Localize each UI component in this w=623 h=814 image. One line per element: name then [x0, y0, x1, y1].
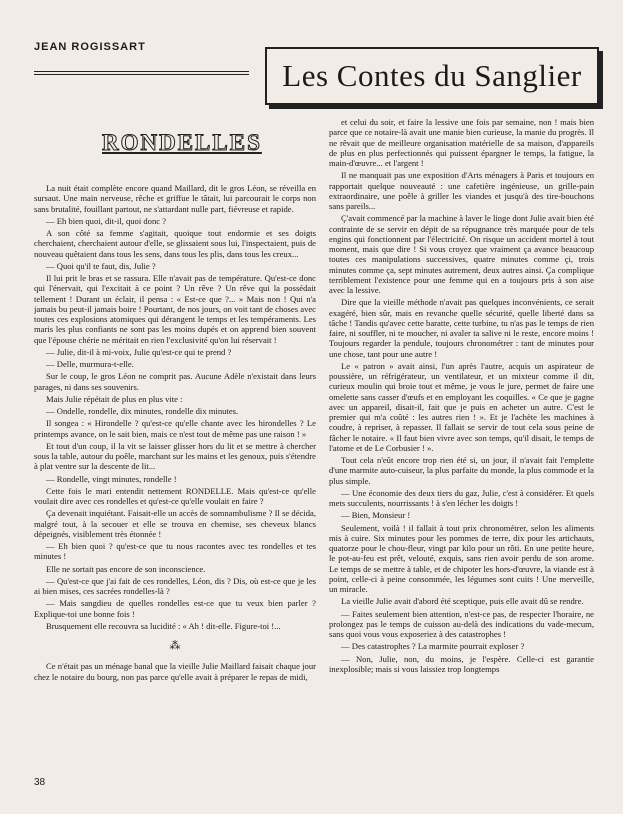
paragraph: Seulement, voilà ! il fallait à tout prix chronométrer, selon les aliments mis à cuire. Six minutes pour les pommes de terre, dix pour les artichauts, quatorze pour le chou-fleur, vingt par kilo pour un rôti. En une petite heure, le pot-au-feu est prêt, velouté, exquis, sans rien avoir perdu de son arome. Le temps de se mettre à table, et de chipoter les hors-d'œuvre, la viande est à point, celle-ci à peine consommée, les légumes sont cuits ! Une merveille, un miracle. [329, 522, 594, 594]
paragraph: Tout cela n'eût encore trop rien été si, un jour, il n'avait fait l'emplette d'une marmite auto-cuiseur, la plus parfaite du monde, la plus commode et la plus simple. [329, 455, 594, 486]
paragraph: Cette fois le mari entendit nettement RONDELLE. Mais qu'est-ce qu'elle voulait dire avec ces rondelles et qu'est-ce qu'elle voulait en faire ? [34, 485, 316, 506]
paragraph: Sur le coup, le gros Léon ne comprit pas. Aucune Adèle n'existait dans leurs parages, ni dans ses souvenirs. [34, 371, 316, 392]
paragraph: Elle ne sortait pas encore de son inconscience. [46, 563, 206, 574]
paragraph: — Qu'est-ce que j'ai fait de ces rondelles, Léon, dis ? Dis, où est-ce que je les ai bien mises, ces sacrées rondelles-là ? [34, 575, 316, 596]
paragraph: — Bien, Monsieur ! [341, 510, 411, 521]
right-text-column [329, 117, 594, 785]
left-text-column [34, 183, 316, 783]
paragraph: Ç'avait commencé par la machine à laver le linge dont Julie avait bien été contrainte de se servir en dépit de sa répugnance très marquée pour de tels engins qui fonctionnent par l'électricité. On risque un accident mortel à tout moment, mais que dire ! Si vous croyez que vraiment ça avance beaucoup toutes ces manipulations successives, quatre minutes comme çi, trois minutes comme ça, sept minutes autrement, deux autres ainsi. Ça complique terriblement l'existence pour une femme qui en a toujours pris à son aise avec la lessive. [329, 213, 594, 295]
paragraph: — Julie, dit-il à mi-voix, Julie qu'est-ce qui te prend ? [46, 346, 232, 357]
series-title-box [265, 47, 599, 105]
paragraph: — Faites seulement bien attention, n'est-ce pas, de respecter l'horaire, ne prolongez pas le temps de cuisson au-delà des indications du vade-mecum, sans quoi vous vous exposeriez à des catastrophes ! [329, 608, 594, 639]
series-title: Les Contes du Sanglier [282, 58, 582, 93]
paragraph: — Eh bien quoi, dit-il, quoi donc ? [46, 215, 167, 226]
paragraph: Et tout d'un coup, il la vit se laisser glisser hors du lit et se mettre à chercher sous la table, autour du poêle, marchant sur les mains et les genoux, puis s'étendre à plat ventre sur la descente de lit... [34, 440, 316, 472]
paragraph: — Rondelle, vingt minutes, rondelle ! [46, 473, 177, 484]
paragraph: Brusquement elle recouvra sa lucidité : « Ah ! dit-elle. Figure-toi !... [46, 620, 281, 631]
paragraph: La nuit était complète encore quand Maillard, dit le gros Léon, se réveilla en sursaut. Une main nerveuse, rêche et griffue le tâtait, lui parcourait le corps non sans brutalité, fouillant partout, ne s'attardant nulle part, fiévreuse et rapide. [34, 183, 316, 214]
paragraph: Il ne manquait pas une exposition d'Arts ménagers à Paris et toujours en rapportait quelque nouveauté : une cafetière ingénieuse, un grille-pain extraordinaire, une poêle à griller les viandes et jusqu'à des tire-bouchons sans pareils... [329, 170, 594, 211]
paragraph: — Mais sangdieu de quelles rondelles est-ce que tu veux bien parler ? Explique-toi une bonne fois ! [34, 598, 316, 619]
story-title: RONDELLES [102, 130, 262, 155]
paragraph: — Une économie des deux tiers du gaz, Julie, c'est à considérer. Et quels mets succulents, nourrissants ! à s'en lécher les doigts ! [329, 487, 594, 508]
paragraph: — Quoi qu'il te faut, dis, Julie ? [46, 260, 156, 271]
paragraph: Mais Julie répétait de plus en plus vite : [46, 393, 183, 404]
paragraph: Il lui prit le bras et se rassura. Elle n'avait pas de température. Qu'est-ce donc qui l'énervait, qui l'excitait à ce point ? Un rêve ? Un rêve qui la possédait tellement ! Durant un éclair, il pensa : « Est-ce que ?... » Mais non ! Qui n'a jamais bu peut-il jamais boire ! Pourtant, de nos jours, on voit tant de choses avec toutes ces explosions atomiques qui dérangent le temps et les tempéraments. Les maris les plus confiants ne sont pas les moins dupés et on apprend bien souvent que l'épouse chérie ne méritait en rien l'exclusivité qu'on lui réservait ! [34, 273, 316, 345]
paragraph: Ça devenait inquiétant. Faisait-elle un accès de somnambulisme ? Il se décida, malgré tout, à la secouer et elle se trouva en chemise, ses cheveux blancs dépeignés, visiblement très étonnée ! [34, 508, 316, 539]
paragraph: — Des catastrophes ? La marmite pourrait exploser ? [341, 641, 525, 652]
paragraph: Dire que la vieille méthode n'avait pas quelques inconvénients, ce serait exagéré, bien sûr, mais en revanche quelle sécurité, quelle liberté dans sa tâche ! Tandis qu'avec cette baratte, cette turbine, tu n'as pas le temps de rien faire, ni souffler, ni te moucher, ni avaler ta salive ni le reste, encore moins ! Toujours regarder la pendule, toujours chronométrer : tant de minutes pour une chose, tant pour une autre ! [329, 297, 594, 359]
paragraph: La vieille Julie avait d'abord été sceptique, puis elle avait dû se rendre. [341, 596, 584, 607]
paragraph: Il songea : « Hirondelle ? qu'est-ce qu'elle chante avec les hirondelles ? Le printemps avance, on le sait bien, mais ce n'est tout de même pas une raison ! » [34, 418, 316, 439]
paragraph: — Eh bien quoi ? qu'est-ce que tu nous racontes avec tes rondelles et tes minutes ! [34, 541, 316, 562]
paragraph: — Non, Julie, non, du moins, je l'espère. Celle-ci est garantie inexplosible; mais si vous laissiez trop longtemps [329, 653, 594, 674]
paragraph: Ce n'était pas un ménage banal que la vieille Julie Maillard faisait chaque jour chez le notaire du bourg, non pas parce qu'elle avait à préparer le repas de midi, [34, 661, 316, 682]
paragraph: Le « patron » avait ainsi, l'un après l'autre, acquis un aspirateur de poussière, un réfrigérateur, un ventilateur, et un mixteur comme il dit, curieux moulin qui broie tout et même, je vous le jure, permet de faire une omelette sans casser d'œufs et en employant les coquilles. « Ce que je gagne avec un appareil, disait-il, fait que je puis en acheter un autre. C'est le premier qui m'a coûté : les autres rien ! ». Et je l'achète les machines à coudre, à repriser, à repasser. Il fallait se servir de tout cela sous peine de fâcher le notaire. « Il faut bien vivre avec son temps, qu'il disait, le temps de l'atome et de Le Corbusier ! ». [329, 360, 594, 453]
section-separator: ⁂ [169, 640, 181, 652]
paragraph: — Ondelle, rondelle, dix minutes, rondelle dix minutes. [46, 406, 239, 416]
paragraph: — Delle, murmura-t-elle. [46, 359, 134, 369]
header-rule [34, 71, 249, 75]
author-name: JEAN ROGISSART [34, 41, 146, 53]
page-number: 38 [34, 777, 46, 788]
paragraph: A son côté sa femme s'agitait, quoique tout endormie et ses doigts cherchaient, cherchaient autour d'elle, se glissaient sous lui, l'inspectaient, puis de nouveau quêtaient dans tous les sens, dans tous les plis, dans tous les creux... [34, 228, 316, 259]
paragraph: et celui du soir, et faire la lessive une fois par semaine, non ! mais bien parce que ce notaire-là avait une manie bien curieuse, la manie du progrès. Il ne rêvait que de meilleure organisation matérielle de sa maison, d'appareils de plus en plus perfectionnés qui puissent épargner le temps, la fatigue, la main-d'œuvre... et l'argent ! [329, 117, 594, 168]
